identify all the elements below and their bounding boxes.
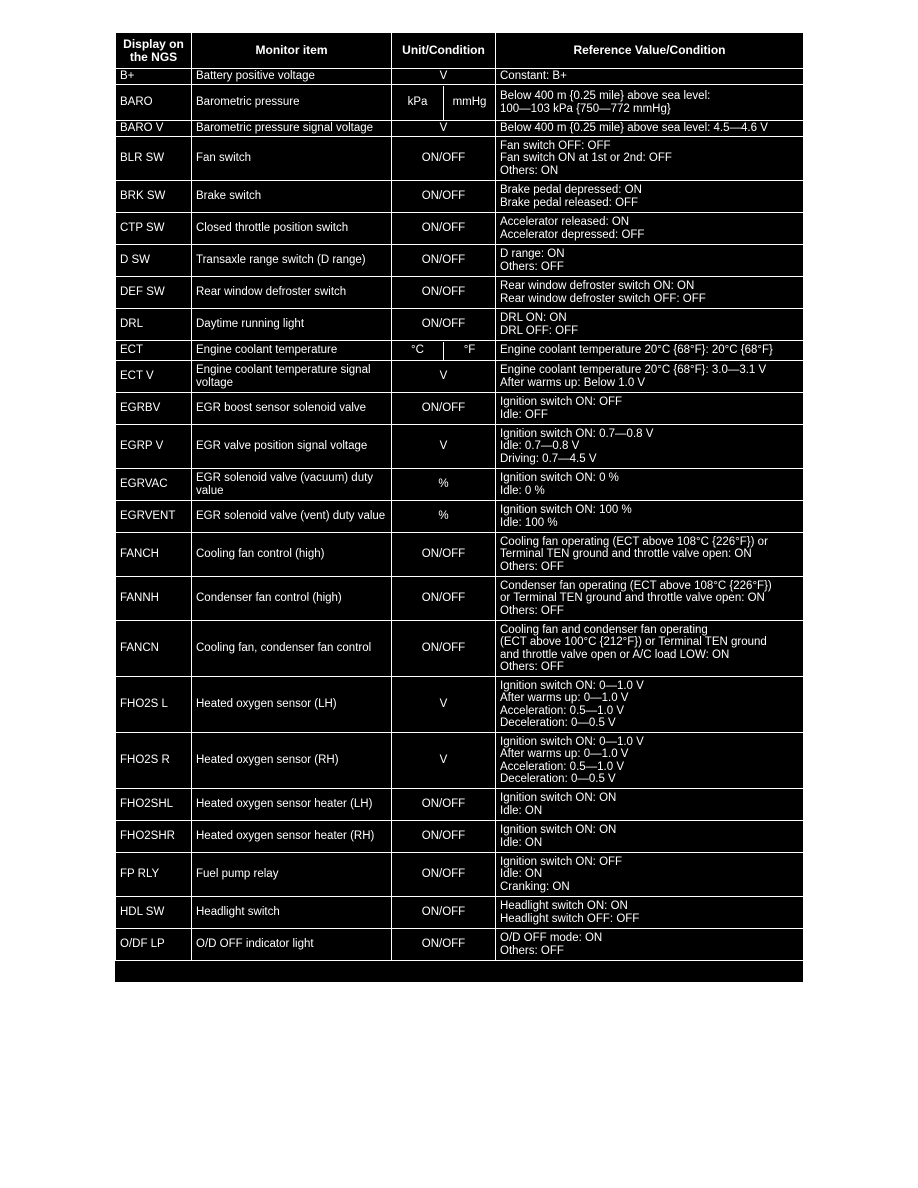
cell-reference-value: DRL ON: ON DRL OFF: OFF (496, 309, 804, 341)
cell-unit-condition: V (392, 733, 496, 789)
cell-unit-condition: ON/OFF (392, 137, 496, 181)
cell-monitor-item: Fuel pump relay (192, 853, 392, 897)
cell-ngs-display: O/DF LP (116, 929, 192, 961)
cell-monitor-item: Heated oxygen sensor heater (LH) (192, 789, 392, 821)
cell-monitor-item: EGR valve position signal voltage (192, 425, 392, 469)
cell-unit-condition: ON/OFF (392, 393, 496, 425)
cell-ngs-display: FP RLY (116, 853, 192, 897)
cell-monitor-item: Engine coolant temperature (192, 341, 392, 361)
cell-unit-condition: ON/OFF (392, 621, 496, 677)
cell-unit-condition: ON/OFF (392, 577, 496, 621)
unit-option-a: °C (411, 344, 424, 357)
cell-unit-condition: V (392, 69, 496, 85)
table-row (116, 929, 804, 961)
table-header-row (116, 33, 804, 69)
header-display-on-ngs: Display on the NGS (116, 33, 192, 69)
cell-reference-value: Below 400 m {0.25 mile} above sea level: 4.5—4.6 V (496, 121, 804, 137)
cell-monitor-item: EGR solenoid valve (vent) duty value (192, 501, 392, 533)
cell-monitor-item: EGR boost sensor solenoid valve (192, 393, 392, 425)
cell-unit-condition: ON/OFF (392, 181, 496, 213)
cell-monitor-item: Fan switch (192, 137, 392, 181)
cell-ngs-display: EGRP V (116, 425, 192, 469)
cell-reference-value: O/D OFF mode: ON Others: OFF (496, 929, 804, 961)
cell-reference-value: Ignition switch ON: 100 % Idle: 100 % (496, 501, 804, 533)
cell-monitor-item: Barometric pressure signal voltage (192, 121, 392, 137)
cell-unit-condition: ON/OFF (392, 853, 496, 897)
monitor-item-table (115, 32, 804, 961)
cell-ngs-display: EGRBV (116, 393, 192, 425)
header-unit-condition: Unit/Condition (392, 33, 496, 69)
cell-monitor-item: Cooling fan, condenser fan control (192, 621, 392, 677)
cell-ngs-display: DRL (116, 309, 192, 341)
table-row (116, 361, 804, 393)
table-row (116, 69, 804, 85)
cell-ngs-display: DEF SW (116, 277, 192, 309)
cell-ngs-display: FHO2SHR (116, 821, 192, 853)
cell-ngs-display: EGRVENT (116, 501, 192, 533)
cell-reference-value: Rear window defroster switch ON: ON Rear window defroster switch OFF: OFF (496, 277, 804, 309)
cell-unit-condition: V (392, 361, 496, 393)
cell-ngs-display: HDL SW (116, 897, 192, 929)
cell-reference-value: Ignition switch ON: ON Idle: ON (496, 821, 804, 853)
unit-option-b: °F (443, 342, 495, 360)
table-row (116, 393, 804, 425)
cell-reference-value: Ignition switch ON: OFF Idle: ON Cranking: ON (496, 853, 804, 897)
cell-monitor-item: Brake switch (192, 181, 392, 213)
cell-ngs-display: FHO2SHL (116, 789, 192, 821)
table-row (116, 469, 804, 501)
table-row (116, 577, 804, 621)
cell-unit-condition: ON/OFF (392, 929, 496, 961)
header-monitor-item: Monitor item (192, 33, 392, 69)
cell-monitor-item: Cooling fan control (high) (192, 533, 392, 577)
cell-monitor-item: Barometric pressure (192, 85, 392, 121)
cell-reference-value: Ignition switch ON: ON Idle: ON (496, 789, 804, 821)
unit-option-b: mmHg (443, 86, 495, 120)
cell-unit-condition: V (392, 677, 496, 733)
cell-reference-value: Headlight switch ON: ON Headlight switch OFF: OFF (496, 897, 804, 929)
cell-monitor-item: Condenser fan control (high) (192, 577, 392, 621)
table-row (116, 733, 804, 789)
unit-option-a: kPa (407, 96, 428, 109)
cell-reference-value: Ignition switch ON: 0 % Idle: 0 % (496, 469, 804, 501)
table-row (116, 621, 804, 677)
cell-unit-condition: ON/OFF (392, 821, 496, 853)
cell-monitor-item: Battery positive voltage (192, 69, 392, 85)
cell-unit-condition (392, 85, 496, 121)
cell-unit-condition: % (392, 469, 496, 501)
table-row (116, 341, 804, 361)
cell-reference-value: Brake pedal depressed: ON Brake pedal released: OFF (496, 181, 804, 213)
cell-ngs-display: D SW (116, 245, 192, 277)
cell-ngs-display: BRK SW (116, 181, 192, 213)
cell-unit-condition: V (392, 121, 496, 137)
cell-unit-condition (392, 341, 496, 361)
cell-monitor-item: Headlight switch (192, 897, 392, 929)
table-row (116, 181, 804, 213)
cell-monitor-item: Heated oxygen sensor (RH) (192, 733, 392, 789)
cell-reference-value: Cooling fan and condenser fan operating (ECT above 100°C {212°F}) or Terminal TEN ground and throttle valve open or A/C load LOW: ON Others: OFF (496, 621, 804, 677)
cell-monitor-item: Transaxle range switch (D range) (192, 245, 392, 277)
cell-reference-value: Ignition switch ON: OFF Idle: OFF (496, 393, 804, 425)
cell-ngs-display: ECT V (116, 361, 192, 393)
cell-reference-value: Engine coolant temperature 20°C {68°F}: 20°C {68°F} (496, 341, 804, 361)
cell-monitor-item: Engine coolant temperature signal voltage (192, 361, 392, 393)
cell-unit-condition: ON/OFF (392, 897, 496, 929)
table-row (116, 789, 804, 821)
table-body (116, 69, 804, 961)
header-reference-value: Reference Value/Condition (496, 33, 804, 69)
reference-table-sheet (113, 30, 805, 984)
cell-unit-condition: % (392, 501, 496, 533)
cell-reference-value: Fan switch OFF: OFF Fan switch ON at 1st or 2nd: OFF Others: ON (496, 137, 804, 181)
table-row (116, 425, 804, 469)
cell-reference-value: Cooling fan operating (ECT above 108°C {226°F}) or Terminal TEN ground and throttle valve open: ON Others: OFF (496, 533, 804, 577)
cell-reference-value: D range: ON Others: OFF (496, 245, 804, 277)
table-row (116, 501, 804, 533)
cell-ngs-display: FANNH (116, 577, 192, 621)
table-row (116, 85, 804, 121)
cell-ngs-display: FHO2S L (116, 677, 192, 733)
cell-ngs-display: BLR SW (116, 137, 192, 181)
cell-ngs-display: FANCH (116, 533, 192, 577)
cell-ngs-display: BARO (116, 85, 192, 121)
cell-monitor-item: O/D OFF indicator light (192, 929, 392, 961)
cell-monitor-item: EGR solenoid valve (vacuum) duty value (192, 469, 392, 501)
cell-reference-value: Ignition switch ON: 0—1.0 V After warms up: 0—1.0 V Acceleration: 0.5—1.0 V Deceleration: 0—0.5 V (496, 677, 804, 733)
cell-reference-value: Below 400 m {0.25 mile} above sea level: 100—103 kPa {750—772 mmHg} (496, 85, 804, 121)
cell-reference-value: Condenser fan operating (ECT above 108°C {226°F}) or Terminal TEN ground and throttle valve open: ON Others: OFF (496, 577, 804, 621)
table-row (116, 853, 804, 897)
cell-unit-condition: ON/OFF (392, 213, 496, 245)
cell-ngs-display: B+ (116, 69, 192, 85)
cell-unit-condition: ON/OFF (392, 309, 496, 341)
cell-reference-value: Ignition switch ON: 0.7—0.8 V Idle: 0.7—0.8 V Driving: 0.7—4.5 V (496, 425, 804, 469)
table-row (116, 121, 804, 137)
cell-reference-value: Ignition switch ON: 0—1.0 V After warms up: 0—1.0 V Acceleration: 0.5—1.0 V Deceleration: 0—0.5 V (496, 733, 804, 789)
table-row (116, 245, 804, 277)
cell-ngs-display: FANCN (116, 621, 192, 677)
table-row (116, 533, 804, 577)
cell-ngs-display: FHO2S R (116, 733, 192, 789)
cell-monitor-item: Heated oxygen sensor (LH) (192, 677, 392, 733)
cell-monitor-item: Daytime running light (192, 309, 392, 341)
cell-unit-condition: V (392, 425, 496, 469)
table-row (116, 897, 804, 929)
cell-reference-value: Accelerator released: ON Accelerator depressed: OFF (496, 213, 804, 245)
cell-reference-value: Constant: B+ (496, 69, 804, 85)
cell-unit-condition: ON/OFF (392, 533, 496, 577)
table-row (116, 821, 804, 853)
table-row (116, 137, 804, 181)
table-row (116, 213, 804, 245)
cell-ngs-display: ECT (116, 341, 192, 361)
cell-unit-condition: ON/OFF (392, 789, 496, 821)
cell-ngs-display: CTP SW (116, 213, 192, 245)
cell-reference-value: Engine coolant temperature 20°C {68°F}: 3.0—3.1 V After warms up: Below 1.0 V (496, 361, 804, 393)
cell-unit-condition: ON/OFF (392, 245, 496, 277)
cell-unit-condition: ON/OFF (392, 277, 496, 309)
table-row (116, 677, 804, 733)
cell-monitor-item: Closed throttle position switch (192, 213, 392, 245)
cell-monitor-item: Rear window defroster switch (192, 277, 392, 309)
cell-ngs-display: BARO V (116, 121, 192, 137)
cell-monitor-item: Heated oxygen sensor heater (RH) (192, 821, 392, 853)
table-row (116, 277, 804, 309)
table-row (116, 309, 804, 341)
cell-ngs-display: EGRVAC (116, 469, 192, 501)
